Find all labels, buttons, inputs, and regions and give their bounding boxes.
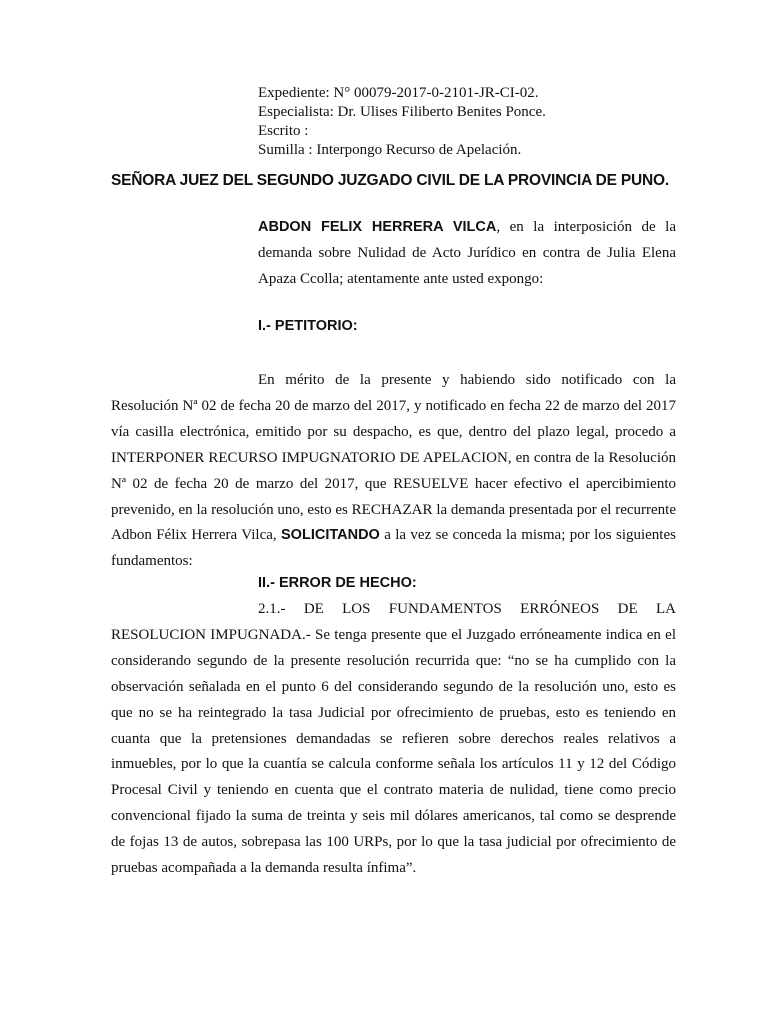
petitorio-emphasis: SOLICITANDO xyxy=(281,527,380,544)
petitorio-text-after: a la vez se conceda la misma; por los siguientes fundamentos: xyxy=(111,527,676,570)
escrito-line: Escrito : xyxy=(258,123,309,139)
intro-text: , en la interposición de la demanda sobre Nulidad de Acto Jurídico en contra de Julia Elena Apaza Ccolla; atentamente ante usted expongo: xyxy=(258,219,676,287)
error-hecho-text: 2.1.- DE LOS FUNDAMENTOS ERRÓNEOS DE LA RESOLUCION IMPUGNADA.- Se tenga presente que el Juzgado erróneamente indica en el considerando segundo de la presente resolución recurrida que: “no se ha cumplido con la observación señalada en el punto 6 del considerando segundo de la resolución uno, esto es que no se ha reintegrado la tasa Judicial por ofrecimiento de pruebas, esto es teniendo en cuanta que la pretensiones demandadas se refieren sobre derechos reales relativos a inmuebles, por lo que la cuantía se calcula conforme señala los artículos 11 y 12 del Código Procesal Civil y teniendo en cuenta que el contrato materia de nulidad, tiene como precio convencional fijado la suma de treinta y seis mil dólares americanos, tal como se desprende de fojas 13 de autos, sobrepasa las 100 URPs, por lo que la tasa judicial por ofrecimiento de pruebas acompañada a la demanda resulta ínfima”. xyxy=(111,601,676,877)
intro-paragraph xyxy=(258,215,676,293)
expediente-line: Expediente: N° 00079-2017-0-2101-JR-CI-02. xyxy=(258,85,539,101)
addressee-heading: SEÑORA JUEZ DEL SEGUNDO JUZGADO CIVIL DE LA PROVINCIA DE PUNO. xyxy=(111,172,670,189)
petitorio-title: I.- PETITORIO: xyxy=(258,318,358,334)
appellant-name: ABDON FELIX HERRERA VILCA xyxy=(258,219,497,235)
petitorio-paragraph xyxy=(111,368,676,575)
sumilla-line: Sumilla : Interpongo Recurso de Apelación. xyxy=(258,142,522,158)
petitorio-text-before: En mérito de la presente y habiendo sido notificado con la Resolución Nª 02 de fecha 20 de marzo del 2017, y notificado en fecha 22 de marzo del 2017 vía casilla electrónica, emitido por su despacho, es que, dentro del plazo legal, procedo a INTERPONER RECURSO IMPUGNATORIO DE APELACION, en contra de la Resolución Nª 02 de fecha 20 de marzo del 2017, que RESUELVE hacer efectivo el apercibimiento prevenido, en la resolución uno, esto es RECHAZAR la demanda presentada por el recurrente Adbon Félix Herrera Vilca, xyxy=(111,372,676,544)
especialista-line: Especialista: Dr. Ulises Filiberto Benites Ponce. xyxy=(258,104,546,120)
error-hecho-paragraph xyxy=(111,597,676,882)
error-hecho-title: II.- ERROR DE HECHO: xyxy=(258,575,417,591)
case-header xyxy=(258,84,546,160)
